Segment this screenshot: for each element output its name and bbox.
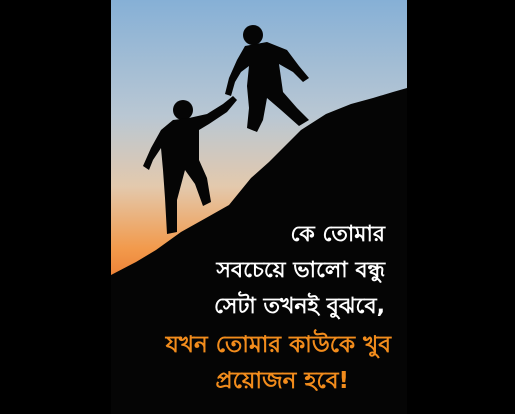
quote-line-1: কে তোমার bbox=[290, 222, 385, 247]
quote-line-4: যখন তোমার কাউকে খুব bbox=[165, 332, 391, 358]
motivational-photo bbox=[111, 0, 407, 414]
quote-line-5: প্রয়োজন হবে! bbox=[215, 368, 349, 394]
quote-line-3: সেটা তখনই বুঝবে, bbox=[213, 294, 385, 319]
quote-line-2: সবচেয়ে ভালো বন্ধু bbox=[216, 258, 385, 283]
